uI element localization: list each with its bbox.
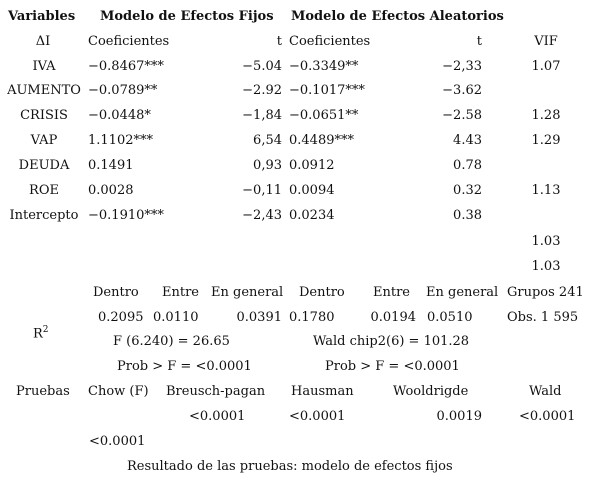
row-coef-fixed: −0.8467*** — [88, 59, 164, 74]
tests-label: Pruebas — [16, 384, 70, 399]
row-variable: ROE — [29, 183, 59, 198]
row-coef-fixed: 1.1102*** — [88, 133, 153, 148]
extra-vif-value: 1.03 — [531, 259, 561, 274]
row-coef-random: −0.3349** — [289, 59, 359, 74]
row-coef-random: −0.1017*** — [289, 83, 365, 98]
row-t-fixed: 6,54 — [253, 133, 282, 148]
vif-header: VIF — [534, 34, 558, 49]
test-value-chow: <0.0001 — [89, 434, 146, 449]
row-coef-fixed: −0.0448* — [88, 108, 151, 123]
row-vif: 1.29 — [531, 133, 561, 148]
row-t-fixed: −0,11 — [242, 183, 282, 198]
prob-f-random: Prob > F = <0.0001 — [325, 359, 460, 374]
row-variable: AUMENTO — [7, 83, 81, 98]
row-coef-fixed: 0.1491 — [88, 158, 134, 173]
row-variable: IVA — [32, 59, 56, 74]
test-conclusion: Resultado de las pruebas: modelo de efectos fijos — [127, 459, 453, 474]
groups-count: Grupos 241 — [507, 285, 584, 300]
row-t-random: 0.38 — [453, 208, 482, 223]
t-random-header: t — [476, 34, 482, 49]
row-t-random: −2,33 — [442, 59, 482, 74]
r2-header-overall-random: En general — [426, 285, 499, 300]
test-value-hausman: <0.0001 — [289, 409, 346, 424]
coef-random-header: Coeficientes — [289, 34, 371, 49]
f-statistic: F (6.240) = 26.65 — [113, 334, 230, 349]
test-value-wooldridge: 0.0019 — [436, 409, 482, 424]
r-squared-label: $R^2$ — [33, 325, 49, 342]
row-coef-random: 0.4489*** — [289, 133, 354, 148]
test-breusch-pagan: Breusch-pagan — [166, 384, 266, 399]
test-chow: Chow (F) — [88, 384, 149, 399]
row-coef-random: 0.0234 — [289, 208, 335, 223]
r2-value-between-fixed: 0.0110 — [153, 310, 199, 325]
test-value-wald: <0.0001 — [519, 409, 576, 424]
header-random-effects: Modelo de Efectos Aleatorios — [291, 9, 504, 24]
coef-fixed-header: Coeficientes — [88, 34, 170, 49]
row-t-random: −3.62 — [442, 83, 482, 98]
row-t-fixed: −2,43 — [242, 208, 282, 223]
row-t-random: 0.32 — [453, 183, 482, 198]
row-variable: DEUDA — [18, 158, 70, 173]
row-variable: Intercepto — [9, 208, 79, 223]
r2-header-within-random: Dentro — [299, 285, 345, 300]
row-t-fixed: −2.92 — [242, 83, 282, 98]
r2-value-between-random: 0.0194 — [370, 310, 416, 325]
r2-value-overall-random: 0.0510 — [427, 310, 473, 325]
test-hausman: Hausman — [291, 384, 354, 399]
r2-header-within-fixed: Dentro — [93, 285, 139, 300]
extra-vif-value: 1.03 — [531, 234, 561, 249]
dependent-variable-label: ΔI — [35, 34, 51, 49]
row-coef-fixed: −0.1910*** — [88, 208, 164, 223]
prob-f-fixed: Prob > F = <0.0001 — [117, 359, 252, 374]
row-coef-fixed: 0.0028 — [88, 183, 134, 198]
test-wald: Wald — [529, 384, 562, 399]
r2-value-within-random: 0.1780 — [289, 310, 335, 325]
row-coef-random: 0.0094 — [289, 183, 335, 198]
r2-header-overall-fixed: En general — [211, 285, 284, 300]
r2-header-between-fixed: Entre — [162, 285, 199, 300]
r2-header-between-random: Entre — [373, 285, 410, 300]
row-t-random: 4.43 — [453, 133, 482, 148]
row-vif: 1.13 — [531, 183, 561, 198]
row-t-random: 0.78 — [453, 158, 482, 173]
header-variables: Variables — [8, 9, 76, 24]
row-vif: 1.07 — [531, 59, 561, 74]
observations-count: Obs. 1 595 — [507, 310, 579, 325]
row-t-fixed: −1,84 — [242, 108, 282, 123]
t-fixed-header: t — [276, 34, 282, 49]
row-coef-fixed: −0.0789** — [88, 83, 158, 98]
row-variable: CRISIS — [20, 108, 68, 123]
row-t-fixed: −5.04 — [242, 59, 282, 74]
row-coef-random: −0.0651** — [289, 108, 359, 123]
row-t-fixed: 0,93 — [253, 158, 282, 173]
row-vif: 1.28 — [531, 108, 561, 123]
row-t-random: −2.58 — [442, 108, 482, 123]
wald-statistic: Wald chip2(6) = 101.28 — [313, 334, 470, 349]
row-variable: VAP — [30, 133, 58, 148]
test-value-breusch-pagan: <0.0001 — [189, 409, 246, 424]
r2-value-overall-fixed: 0.0391 — [236, 310, 282, 325]
header-fixed-effects: Modelo de Efectos Fijos — [100, 9, 274, 24]
row-coef-random: 0.0912 — [289, 158, 335, 173]
test-wooldridge: Wooldrigde — [393, 384, 469, 399]
r2-value-within-fixed: 0.2095 — [98, 310, 144, 325]
